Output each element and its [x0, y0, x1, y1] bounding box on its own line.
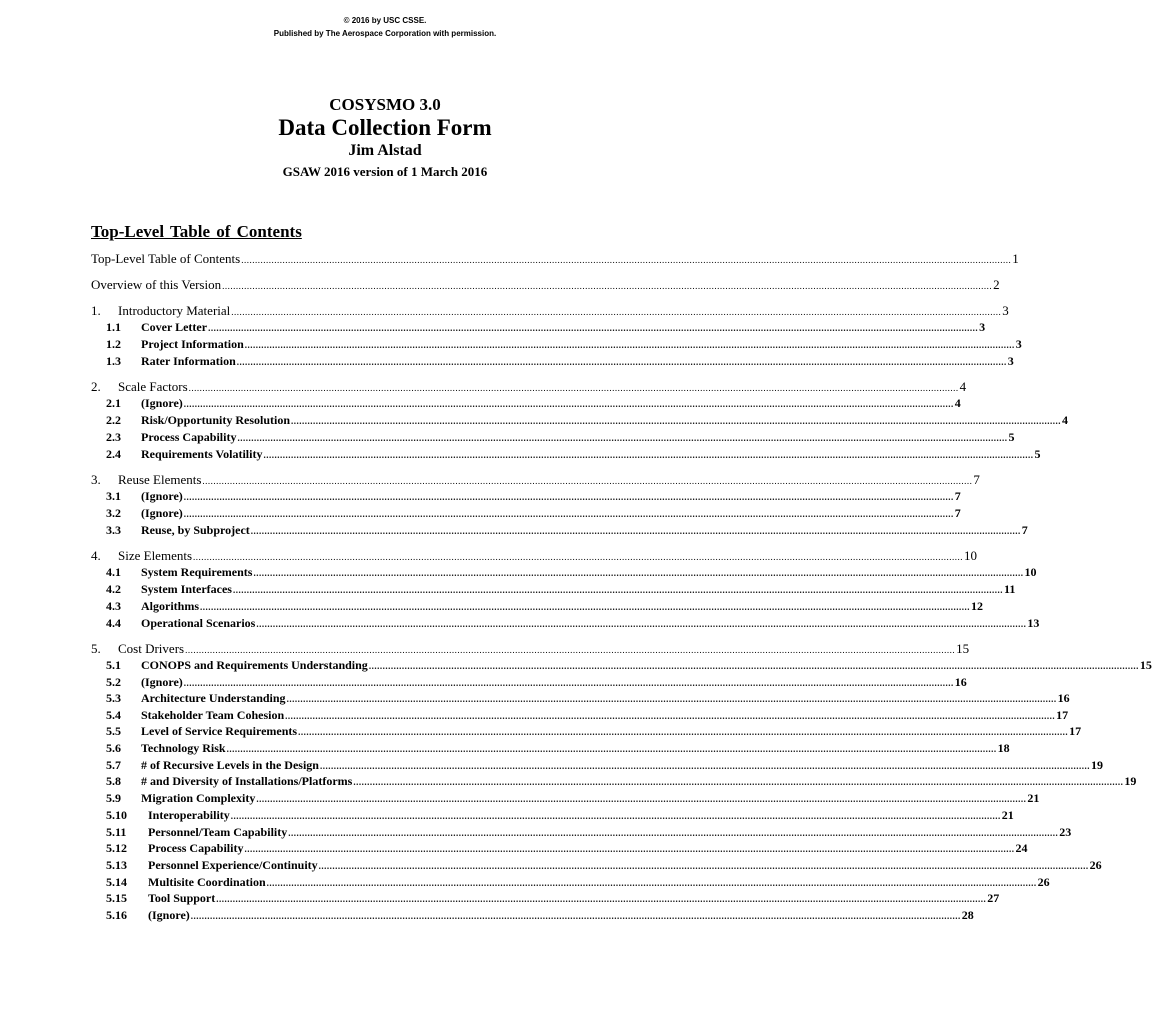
toc-subentry[interactable] — [106, 506, 961, 521]
toc-entry-number: 4. — [91, 548, 101, 563]
toc-leader-dots: ........................................................................................................................................................................................................................................................................................ — [318, 861, 1089, 871]
toc-subentry[interactable] — [106, 565, 1037, 580]
toc-entry-label: Interoperability — [148, 808, 230, 822]
toc-leader-dots: ........................................................................................................................................................................................................................................................................................ — [319, 761, 1090, 771]
toc-entry-label: Overview of this Version — [91, 277, 222, 292]
toc-entry-number: 5.5 — [106, 724, 121, 738]
toc-entry-page: 7 — [954, 506, 961, 520]
toc-entry-label: System Interfaces — [141, 582, 232, 596]
toc-leader-dots: ........................................................................................................................................................................................................................................................................................ — [183, 399, 954, 409]
toc-subentry[interactable] — [106, 675, 967, 690]
toc-leader-dots: ........................................................................................................................................................................................................................................................................................ — [256, 619, 1027, 629]
toc-entry-page: 3 — [1015, 337, 1022, 351]
toc-entry-page: 28 — [961, 908, 974, 922]
toc-leader-dots: ........................................................................................................................................................................................................................................................................................ — [244, 340, 1015, 350]
toc-entry-page: 2 — [993, 277, 1000, 292]
toc-entry-number: 5.1 — [106, 658, 121, 672]
toc-leader-dots: ........................................................................................................................................................................................................................................................................................ — [236, 357, 1007, 367]
toc-entry-number: 5.8 — [106, 774, 121, 788]
toc-entry-page: 10 — [964, 548, 978, 563]
toc-entry-number: 5.14 — [106, 875, 127, 889]
toc-entry-page: 27 — [987, 891, 1000, 905]
toc-entry-page: 16 — [1057, 691, 1070, 705]
toc-subentry[interactable] — [106, 489, 961, 504]
toc-subentry[interactable] — [106, 523, 1028, 538]
toc-leader-dots: ........................................................................................................................................................................................................................................................................................ — [288, 828, 1059, 838]
toc-leader-dots: ........................................................................................................................................................................................................................................................................................ — [208, 323, 979, 333]
toc-leader-dots: ........................................................................................................................................................................................................................................................................................ — [368, 661, 1139, 671]
toc-entry-page: 4 — [959, 379, 967, 394]
toc-subentry[interactable] — [106, 413, 1069, 428]
toc-entry-page: 15 — [1139, 658, 1152, 672]
toc-entry[interactable] — [91, 548, 978, 564]
toc-leader-dots: ........................................................................................................................................................................................................................................................................................ — [183, 678, 954, 688]
toc-entry-number: 5.10 — [106, 808, 127, 822]
toc-entry-label: Cost Drivers — [118, 641, 185, 656]
toc-entry-number: 5.7 — [106, 758, 121, 772]
toc-leader-dots: ........................................................................................................................................................................................................................................................................................ — [185, 645, 956, 655]
toc-leader-dots: ........................................................................................................................................................................................................................................................................................ — [244, 844, 1015, 854]
toc-entry-page: 11 — [1003, 582, 1016, 596]
toc-subentry[interactable] — [106, 447, 1041, 462]
toc-entry-number: 3. — [91, 472, 101, 487]
toc-entry-label: Rater Information — [141, 354, 236, 368]
toc-subentry[interactable] — [106, 858, 1102, 873]
toc-entry-label: (Ignore) — [148, 908, 190, 922]
toc-entry-label: Reuse, by Subproject — [141, 523, 250, 537]
toc-entry-label: CONOPS and Requirements Understanding — [141, 658, 368, 672]
toc-leader-dots: ........................................................................................................................................................................................................................................................................................ — [263, 450, 1034, 460]
toc-entry[interactable] — [91, 251, 1019, 267]
toc-subentry[interactable] — [106, 430, 1015, 445]
toc-entry-label: (Ignore) — [141, 489, 183, 503]
toc-entry-page: 18 — [997, 741, 1010, 755]
toc-entry-number: 2.4 — [106, 447, 121, 461]
toc-entry-number: 1. — [91, 303, 101, 318]
toc-leader-dots: ........................................................................................................................................................................................................................................................................................ — [190, 911, 961, 921]
toc-subentry[interactable] — [106, 724, 1082, 739]
toc-entry-page: 3 — [1002, 303, 1009, 318]
toc-entry-page: 23 — [1059, 825, 1072, 839]
toc-subentry[interactable] — [106, 320, 986, 335]
toc-entry-number: 5.11 — [106, 825, 127, 839]
toc-heading: Top-Level Table of Contents — [91, 222, 302, 241]
toc-leader-dots: ........................................................................................................................................................................................................................................................................................ — [183, 492, 954, 502]
toc-entry-number: 5.12 — [106, 841, 127, 855]
toc-entry-page: 4 — [1062, 413, 1069, 427]
toc-leader-dots: ........................................................................................................................................................................................................................................................................................ — [298, 727, 1069, 737]
toc-entry-page: 16 — [954, 675, 967, 689]
toc-entry-page: 5 — [1008, 430, 1015, 444]
toc-entry[interactable] — [91, 379, 967, 395]
toc-entry-label: (Ignore) — [141, 506, 183, 520]
toc-entry-page: 7 — [973, 472, 980, 487]
toc-entry-page: 10 — [1024, 565, 1037, 579]
toc-entry[interactable] — [91, 303, 1009, 319]
toc-entry-page: 19 — [1124, 774, 1137, 788]
toc-entry-label: Scale Factors — [118, 379, 188, 394]
toc-entry-page: 21 — [1027, 791, 1040, 805]
toc-entry-label: Risk/Opportunity Resolution — [141, 413, 291, 427]
toc-subentry[interactable] — [106, 354, 1014, 369]
toc-entry-page: 19 — [1090, 758, 1103, 772]
toc-entry-label: Algorithms — [141, 599, 199, 613]
toc-leader-dots: ........................................................................................................................................................................................................................................................................................ — [286, 694, 1057, 704]
toc-entry-number: 2.1 — [106, 396, 121, 410]
toc-entry-label: Requirements Volatility — [141, 447, 263, 461]
toc-subentry[interactable] — [106, 875, 1050, 890]
toc-entry-label: Reuse Elements — [118, 472, 202, 487]
toc-entry-label: (Ignore) — [141, 396, 183, 410]
toc-entry-label: Process Capability — [148, 841, 244, 855]
toc-leader-dots: ........................................................................................................................................................................................................................................................................................ — [188, 383, 959, 393]
toc-entry-label: Introductory Material — [118, 303, 231, 318]
toc-entry-label: (Ignore) — [141, 675, 183, 689]
toc-entry-number: 4.2 — [106, 582, 121, 596]
toc-entry-number: 1.3 — [106, 354, 121, 368]
toc-leader-dots: ........................................................................................................................................................................................................................................................................................ — [237, 433, 1008, 443]
toc-entry-page: 3 — [979, 320, 986, 334]
toc-entry-number: 5.13 — [106, 858, 127, 872]
toc-leader-dots: ........................................................................................................................................................................................................................................................................................ — [200, 602, 970, 612]
toc-entry-number: 5.2 — [106, 675, 121, 689]
toc-subentry[interactable] — [106, 658, 1152, 673]
toc-entry-label: Process Capability — [141, 430, 237, 444]
toc-leader-dots: ........................................................................................................................................................................................................................................................................................ — [266, 878, 1037, 888]
copyright-notice: © 2016 by USC CSSE. — [343, 16, 427, 25]
toc-entry-page: 24 — [1015, 841, 1028, 855]
toc-entry-number: 5. — [91, 641, 101, 656]
toc-entry-number: 5.9 — [106, 791, 121, 805]
toc-entry[interactable] — [91, 641, 970, 657]
toc-entry-page: 7 — [954, 489, 961, 503]
toc-entry-label: Tool Support — [148, 891, 216, 905]
toc-leader-dots: ........................................................................................................................................................................................................................................................................................ — [231, 307, 1002, 317]
version-line: GSAW 2016 version of 1 March 2016 — [282, 164, 488, 179]
toc-leader-dots: ........................................................................................................................................................................................................................................................................................ — [193, 552, 964, 562]
toc-entry-number: 2. — [91, 379, 101, 394]
toc-entry-label: Multisite Coordination — [148, 875, 266, 889]
author-name: Jim Alstad — [348, 142, 422, 159]
toc-entry-page: 5 — [1034, 447, 1041, 461]
toc-entry-page: 3 — [1007, 354, 1014, 368]
toc-entry-number: 5.16 — [106, 908, 127, 922]
toc-leader-dots: ........................................................................................................................................................................................................................................................................................ — [222, 281, 993, 291]
toc-entry-number: 4.3 — [106, 599, 121, 613]
toc-entry-number: 3.1 — [106, 489, 121, 503]
toc-entry-page: 17 — [1069, 724, 1082, 738]
toc-subentry[interactable] — [106, 582, 1016, 597]
toc-leader-dots: ........................................................................................................................................................................................................................................................................................ — [241, 255, 1012, 265]
toc-leader-dots: ........................................................................................................................................................................................................................................................................................ — [216, 894, 987, 904]
publisher-notice: Published by The Aerospace Corporation with permission. — [273, 29, 497, 38]
toc-leader-dots: ........................................................................................................................................................................................................................................................................................ — [226, 744, 997, 754]
toc-entry-page: 12 — [971, 599, 983, 613]
toc-entry-label: Size Elements — [118, 548, 193, 563]
toc-entry-page: 13 — [1027, 616, 1040, 630]
toc-entry-label: Personnel Experience/Continuity — [148, 858, 318, 872]
document-title: Data Collection Form — [278, 115, 492, 140]
toc-entry-number: 3.3 — [106, 523, 121, 537]
toc-entry-label: Cover Letter — [141, 320, 208, 334]
toc-entry-page: 7 — [1021, 523, 1028, 537]
toc-subentry[interactable] — [106, 616, 1040, 631]
toc-entry-label: Technology Risk — [141, 741, 226, 755]
toc-subentry[interactable] — [106, 741, 1010, 756]
toc-entry-label: Migration Complexity — [141, 791, 256, 805]
toc-entry-label: System Requirements — [141, 565, 253, 579]
toc-subentry[interactable] — [106, 825, 1072, 840]
toc-entry-page: 1 — [1012, 251, 1019, 266]
toc-entry-number: 5.15 — [106, 891, 127, 905]
toc-entry-number: 4.1 — [106, 565, 121, 579]
toc-entry-number: 5.4 — [106, 708, 121, 722]
toc-entry-label: Architecture Understanding — [141, 691, 286, 705]
toc-entry-label: # of Recursive Levels in the Design — [141, 758, 319, 772]
toc-entry-page: 15 — [956, 641, 970, 656]
toc-subentry[interactable] — [106, 774, 1137, 789]
toc-entry-number: 1.1 — [106, 320, 121, 334]
toc-leader-dots: ........................................................................................................................................................................................................................................................................................ — [202, 476, 973, 486]
toc-leader-dots: ........................................................................................................................................................................................................................................................................................ — [250, 526, 1021, 536]
toc-entry-label: Operational Scenarios — [141, 616, 256, 630]
toc-entry[interactable] — [91, 472, 980, 488]
toc-subentry[interactable] — [106, 841, 1028, 856]
toc-entry-number: 4.4 — [106, 616, 121, 630]
toc-entry-page: 4 — [954, 396, 961, 410]
toc-leader-dots: ........................................................................................................................................................................................................................................................................................ — [353, 777, 1124, 787]
toc-entry-page: 26 — [1037, 875, 1050, 889]
toc-leader-dots: ........................................................................................................................................................................................................................................................................................ — [183, 509, 954, 519]
toc-entry[interactable] — [91, 277, 1000, 293]
toc-subentry[interactable] — [106, 708, 1069, 723]
toc-subentry[interactable] — [106, 808, 1014, 823]
toc-subentry[interactable] — [106, 908, 974, 923]
toc-leader-dots: ........................................................................................................................................................................................................................................................................................ — [256, 794, 1027, 804]
toc-leader-dots: ........................................................................................................................................................................................................................................................................................ — [291, 416, 1062, 426]
toc-entry-number: 5.3 — [106, 691, 121, 705]
toc-subentry[interactable] — [106, 691, 1070, 706]
toc-entry-page: 26 — [1089, 858, 1102, 872]
toc-subentry[interactable] — [106, 599, 983, 614]
toc-leader-dots: ........................................................................................................................................................................................................................................................................................ — [230, 811, 1001, 821]
toc-entry-number: 1.2 — [106, 337, 121, 351]
toc-entry-number: 3.2 — [106, 506, 121, 520]
toc-entry-label: Personnel/Team Capability — [148, 825, 288, 839]
toc-entry-number: 2.3 — [106, 430, 121, 444]
toc-entry-label: Stakeholder Team Cohesion — [141, 708, 285, 722]
product-name: COSYSMO 3.0 — [329, 95, 441, 114]
toc-leader-dots: ........................................................................................................................................................................................................................................................................................ — [232, 585, 1003, 595]
toc-subentry[interactable] — [106, 891, 1000, 906]
toc-entry-label: Level of Service Requirements — [141, 724, 298, 738]
toc-entry-number: 5.6 — [106, 741, 121, 755]
toc-entry-label: # and Diversity of Installations/Platforms — [141, 774, 353, 788]
toc-subentry[interactable] — [106, 337, 1022, 352]
toc-entry-number: 2.2 — [106, 413, 121, 427]
toc-entry-label: Top-Level Table of Contents — [91, 251, 241, 266]
toc-subentry[interactable] — [106, 758, 1103, 773]
toc-leader-dots: ........................................................................................................................................................................................................................................................................................ — [253, 568, 1024, 578]
toc-entry-label: Project Information — [141, 337, 244, 351]
toc-entry-page: 21 — [1001, 808, 1014, 822]
toc-subentry[interactable] — [106, 791, 1040, 806]
toc-entry-page: 17 — [1056, 708, 1069, 722]
toc-leader-dots: ........................................................................................................................................................................................................................................................................................ — [285, 711, 1056, 721]
toc-subentry[interactable] — [106, 396, 961, 411]
